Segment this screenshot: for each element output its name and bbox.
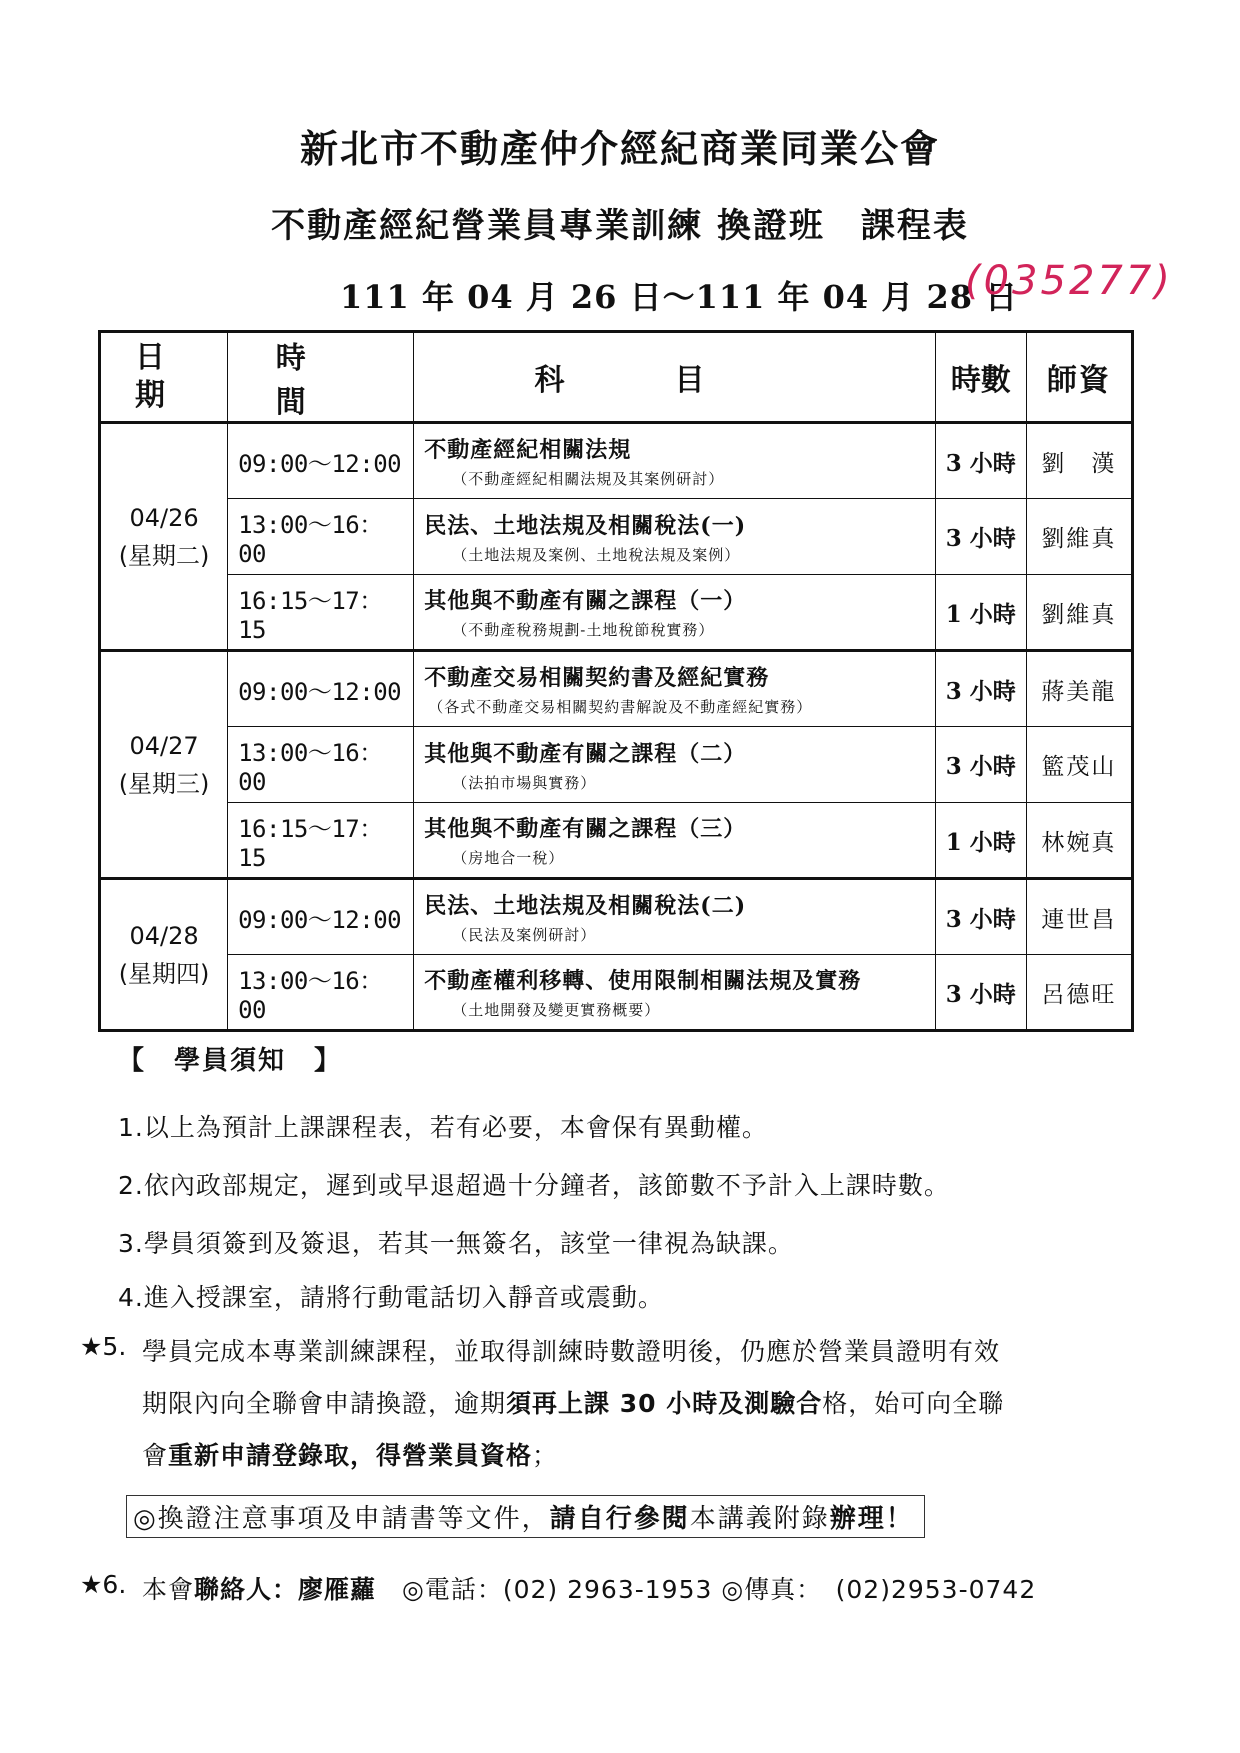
header-date: 日期 <box>100 332 228 423</box>
hours-cell: 1 小時 <box>935 803 1026 879</box>
header-time: 時間 <box>228 332 414 423</box>
subject-detail: （土地開發及變更實務概要） <box>452 1001 661 1019</box>
header-subject: 科目 <box>414 332 935 423</box>
hours-cell: 3 小時 <box>935 955 1026 1031</box>
star-icon-6: ★6. <box>80 1570 127 1599</box>
date-value: 04/28 <box>129 921 199 950</box>
time-cell: 16:15～17：15 <box>228 575 414 651</box>
boxed-notice <box>126 1495 925 1538</box>
date-cell <box>100 423 228 651</box>
subject-title: 不動產交易相關契約書及經紀實務 <box>424 665 770 691</box>
time-cell: 13:00～16：00 <box>228 727 414 803</box>
subject-cell <box>414 423 935 499</box>
weekday-value: (星期二) <box>118 541 210 570</box>
table-row <box>100 423 1133 499</box>
hours-cell: 3 小時 <box>935 499 1026 575</box>
subject-title: 不動產權利移轉、使用限制相關法規及實務 <box>424 968 862 994</box>
teacher-cell: 連世昌 <box>1026 879 1132 955</box>
subject-cell <box>414 651 935 727</box>
notes-title: 【 學員須知 】 <box>118 1046 343 1076</box>
note-item: 3.學員須簽到及簽退，若其一無簽名，該堂一律視為缺課。 <box>118 1229 794 1258</box>
date-value: 04/27 <box>129 731 199 760</box>
time-cell: 13:00～16：00 <box>228 499 414 575</box>
date-value: 04/26 <box>129 503 199 532</box>
notice-text: 本講義附錄 <box>689 1504 830 1534</box>
subject-detail: （法拍市場與實務） <box>452 773 597 792</box>
table-row <box>100 803 1133 879</box>
hours-cell: 3 小時 <box>935 423 1026 499</box>
contact-person: 聯絡人：廖雁蘿 <box>194 1575 377 1604</box>
contact-text: 本會 <box>142 1575 195 1604</box>
hours-cell: 3 小時 <box>935 879 1026 955</box>
table-row <box>100 575 1133 651</box>
date-cell <box>100 651 228 879</box>
subject-detail: （民法及案例研討） <box>452 926 597 944</box>
subject-cell <box>414 879 935 955</box>
subject-detail: （不動產經紀相關法規及其案例研討） <box>452 470 725 488</box>
subject-title: 不動產經紀相關法規 <box>424 437 632 463</box>
time-cell: 13:00～16：00 <box>228 955 414 1031</box>
teacher-cell: 林婉真 <box>1026 803 1132 879</box>
subject-detail: （各式不動產交易相關契約書解說及不動產經紀實務） <box>428 698 813 716</box>
time-cell: 09:00～12:00 <box>228 651 414 727</box>
contact-phone-fax: ◎電話：(02) 2963-1953 ◎傳真： (02)2953-0742 <box>376 1575 1037 1604</box>
teacher-cell: 呂德旺 <box>1026 955 1132 1031</box>
subject-detail: （房地合一稅） <box>452 849 565 867</box>
notice-emphasis: 請自行參閱 <box>549 1504 690 1534</box>
note-item-5-line2 <box>142 1384 1004 1420</box>
table-row <box>100 955 1133 1031</box>
subject-title: 民法、土地法規及相關稅法(一) <box>424 512 747 539</box>
subject-detail: （土地法規及案例、土地稅法規及案例） <box>452 545 741 564</box>
schedule-table <box>98 330 1134 1032</box>
note-item: 4.進入授課室，請將行動電話切入靜音或震動。 <box>118 1283 664 1312</box>
note-text: 格，始可向全聯 <box>822 1389 1005 1418</box>
subject-cell <box>414 955 935 1031</box>
handwritten-code: (035277) <box>965 258 1173 304</box>
header-teacher: 師資 <box>1026 332 1132 423</box>
teacher-cell: 蔣美龍 <box>1026 651 1132 727</box>
subject-cell <box>414 575 935 651</box>
subject-cell <box>414 499 935 575</box>
date-cell <box>100 879 228 1031</box>
weekday-value: (星期三) <box>118 769 210 798</box>
note-item-5-line1: 學員完成本專業訓練課程，並取得訓練時數證明後，仍應於營業員證明有效 <box>142 1337 1001 1366</box>
note-item-5-line3 <box>142 1436 558 1472</box>
course-title: 不動產經紀營業員專業訓練 換證班 課程表 <box>271 206 969 246</box>
time-cell: 09:00～12:00 <box>228 423 414 499</box>
subject-title: 民法、土地法規及相關稅法(二) <box>424 893 747 919</box>
hours-cell: 3 小時 <box>935 651 1026 727</box>
note-emphasis: 重新申請登錄取，得營業員資格 <box>168 1441 533 1470</box>
teacher-cell: 劉 漢 <box>1026 423 1132 499</box>
contact-line <box>142 1570 1036 1606</box>
table-row <box>100 499 1133 575</box>
star-icon-5: ★5. <box>80 1332 127 1361</box>
weekday-value: (星期四) <box>118 959 210 988</box>
subject-title: 其他與不動產有關之課程（二） <box>424 740 747 767</box>
organization-title: 新北市不動產仲介經紀商業同業公會 <box>299 126 940 171</box>
subject-title: 其他與不動產有關之課程（三） <box>424 816 747 842</box>
time-cell: 09:00～12:00 <box>228 879 414 955</box>
time-cell: 16:15～17：15 <box>228 803 414 879</box>
date-range: 111 年 04 月 26 日～111 年 04 月 28 日 <box>340 278 1019 316</box>
subject-cell <box>414 727 935 803</box>
table-row <box>100 651 1133 727</box>
table-header-row <box>100 332 1133 423</box>
note-text: ； <box>532 1441 559 1470</box>
note-emphasis: 須再上課 30 小時及測驗合 <box>506 1389 823 1418</box>
teacher-cell: 劉維真 <box>1026 575 1132 651</box>
teacher-cell: 劉維真 <box>1026 499 1132 575</box>
note-text: 會 <box>142 1441 169 1470</box>
subject-title: 其他與不動產有關之課程（一） <box>424 588 747 614</box>
table-row <box>100 727 1133 803</box>
subject-detail: （不動產稅務規劃-土地稅節稅實務） <box>452 621 715 639</box>
notice-emphasis: 辦理！ <box>829 1504 914 1534</box>
notice-text: ◎換證注意事項及申請書等文件， <box>133 1504 550 1534</box>
hours-cell: 1 小時 <box>935 575 1026 651</box>
note-item: 2.依內政部規定，遲到或早退超過十分鐘者，該節數不予計入上課時數。 <box>118 1171 950 1200</box>
table-row <box>100 879 1133 955</box>
note-item: 1.以上為預計上課課程表，若有必要，本會保有異動權。 <box>118 1113 768 1142</box>
note-text: 期限內向全聯會申請換證，逾期 <box>142 1389 507 1418</box>
header-hours: 時數 <box>935 332 1026 423</box>
subject-cell <box>414 803 935 879</box>
hours-cell: 3 小時 <box>935 727 1026 803</box>
teacher-cell: 籃茂山 <box>1026 727 1132 803</box>
